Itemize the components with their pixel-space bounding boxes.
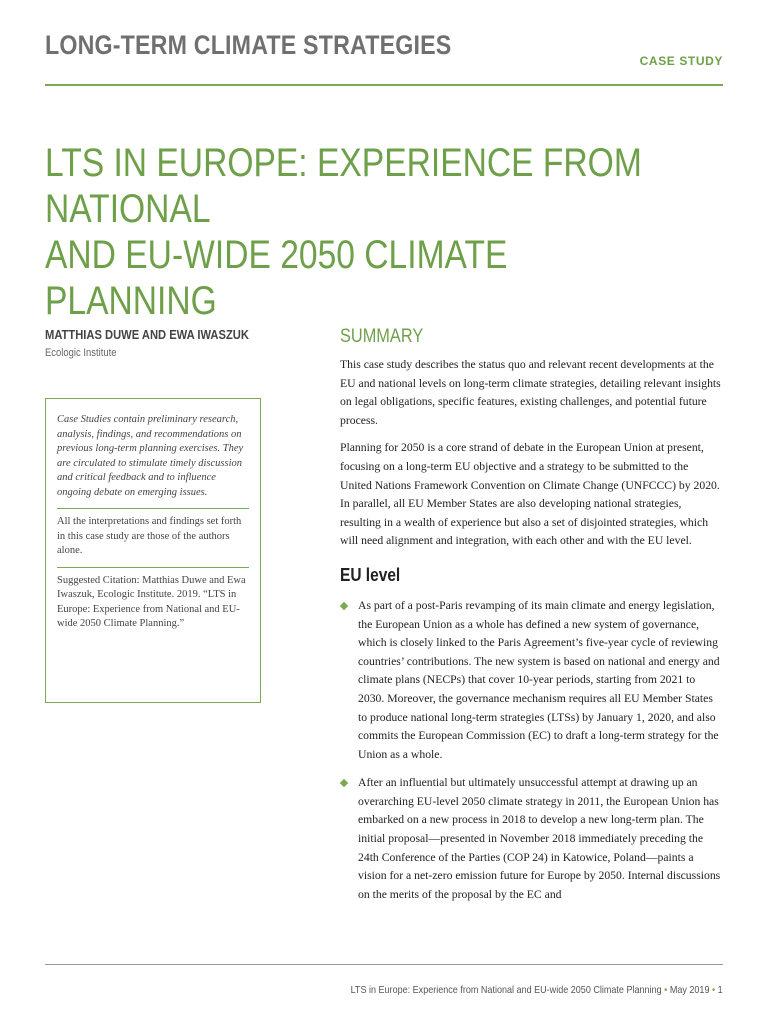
author-names: MATTHIAS DUWE AND EWA IWASZUK xyxy=(45,327,249,342)
series-title: LONG-TERM CLIMATE STRATEGIES xyxy=(45,30,452,60)
list-item xyxy=(340,774,722,904)
author-affiliation: Ecologic Institute xyxy=(45,347,117,359)
disclaimer-text: Case Studies contain preliminary research, analysis, findings, and recommendations on previous long-term planning exercises. They are circulated to stimulate timely discussion and critical feedback and to influence ongoing debate on emerging issues. xyxy=(57,414,244,498)
disclaimer-box xyxy=(45,398,261,703)
page-footer xyxy=(351,984,723,996)
page-number: 1 xyxy=(717,984,723,996)
page-title-line-1: LTS IN EUROPE: EXPERIENCE FROM NATIONAL xyxy=(45,141,642,231)
summary-paragraph-2: Planning for 2050 is a core strand of debate in the European Union at present, focusing on a long-term EU objective and a strategy to be submitted to the United Nations Framework Convention on Climate Change (UNFCCC) by 2020. In parallel, all EU Member States are also developing national strategies, resulting in a wealth of experience but also a set of disjointed strategies, which will need alignment and integration, with each other and with the EU level. xyxy=(340,441,720,548)
summary-paragraph-1: This case study describes the status quo and relevant recent developments at the EU and national levels on long-term climate strategies, detailing relevant insights on legal obligations, specific features, existing challenges, and potential future process. xyxy=(340,358,721,427)
footer-doc-title: LTS in Europe: Experience from National and EU-wide 2050 Climate Planning xyxy=(350,984,662,996)
bullet-text: After an influential but ultimately unsuccessful attempt at drawing up an overarching EU-level 2050 climate strategy in 2011, the European Union has embarked on a new process in 2018 to develop a new long-term plan. The initial proposal—presented in November 2018 immediately preceding the 24th Conference of the Parties (COP 24) in Katowice, Poland—paints a vision for a net-zero emission future for Europe by 2050. Internal discussions on the merits of the proposal by the EC and xyxy=(358,776,721,901)
footer-divider xyxy=(45,964,723,965)
eu-level-heading: EU level xyxy=(340,564,401,585)
page-title-line-2: AND EU-WIDE 2050 CLIMATE PLANNING xyxy=(45,233,508,323)
summary-heading: SUMMARY xyxy=(340,326,424,347)
page-title xyxy=(45,140,650,324)
disclaimer-divider xyxy=(57,508,249,509)
footer-separator: • xyxy=(664,984,668,996)
responsibility-text: All the interpretations and findings set forth in this case study are those of the authors alone. xyxy=(57,516,242,556)
case-study-tag: CASE STUDY xyxy=(639,54,723,68)
header-divider xyxy=(45,84,723,86)
citation-divider xyxy=(57,567,249,568)
main-column xyxy=(340,326,722,914)
list-item xyxy=(340,597,722,764)
bullet-text: As part of a post-Paris revamping of its main climate and energy legislation, the European Union as a whole has defined a new system of governance, which is closely linked to the Paris Agreement’s five-year cycle of reviewing countries’ contributions. The new system is based on national and energy and climate plans (NECPs) that cover 10-year periods, starting from 2021 to 2030. Moreover, the governance mechanism requires all EU Member States to produce national long-term strategies (LTSs) by January 1, 2020, and also commits the European Commission (EC) to draft a long-term strategy for the Union as a whole. xyxy=(358,598,720,761)
diamond-bullet-icon xyxy=(340,602,348,610)
diamond-bullet-icon xyxy=(340,779,348,787)
footer-date: May 2019 xyxy=(670,984,710,996)
citation-text: Suggested Citation: Matthias Duwe and Ewa Iwaszuk, Ecologic Institute. 2019. “LTS in Europe: Experience from National and EU-wide 2050 Climate Planning.” xyxy=(57,574,246,629)
footer-separator: • xyxy=(712,984,716,996)
